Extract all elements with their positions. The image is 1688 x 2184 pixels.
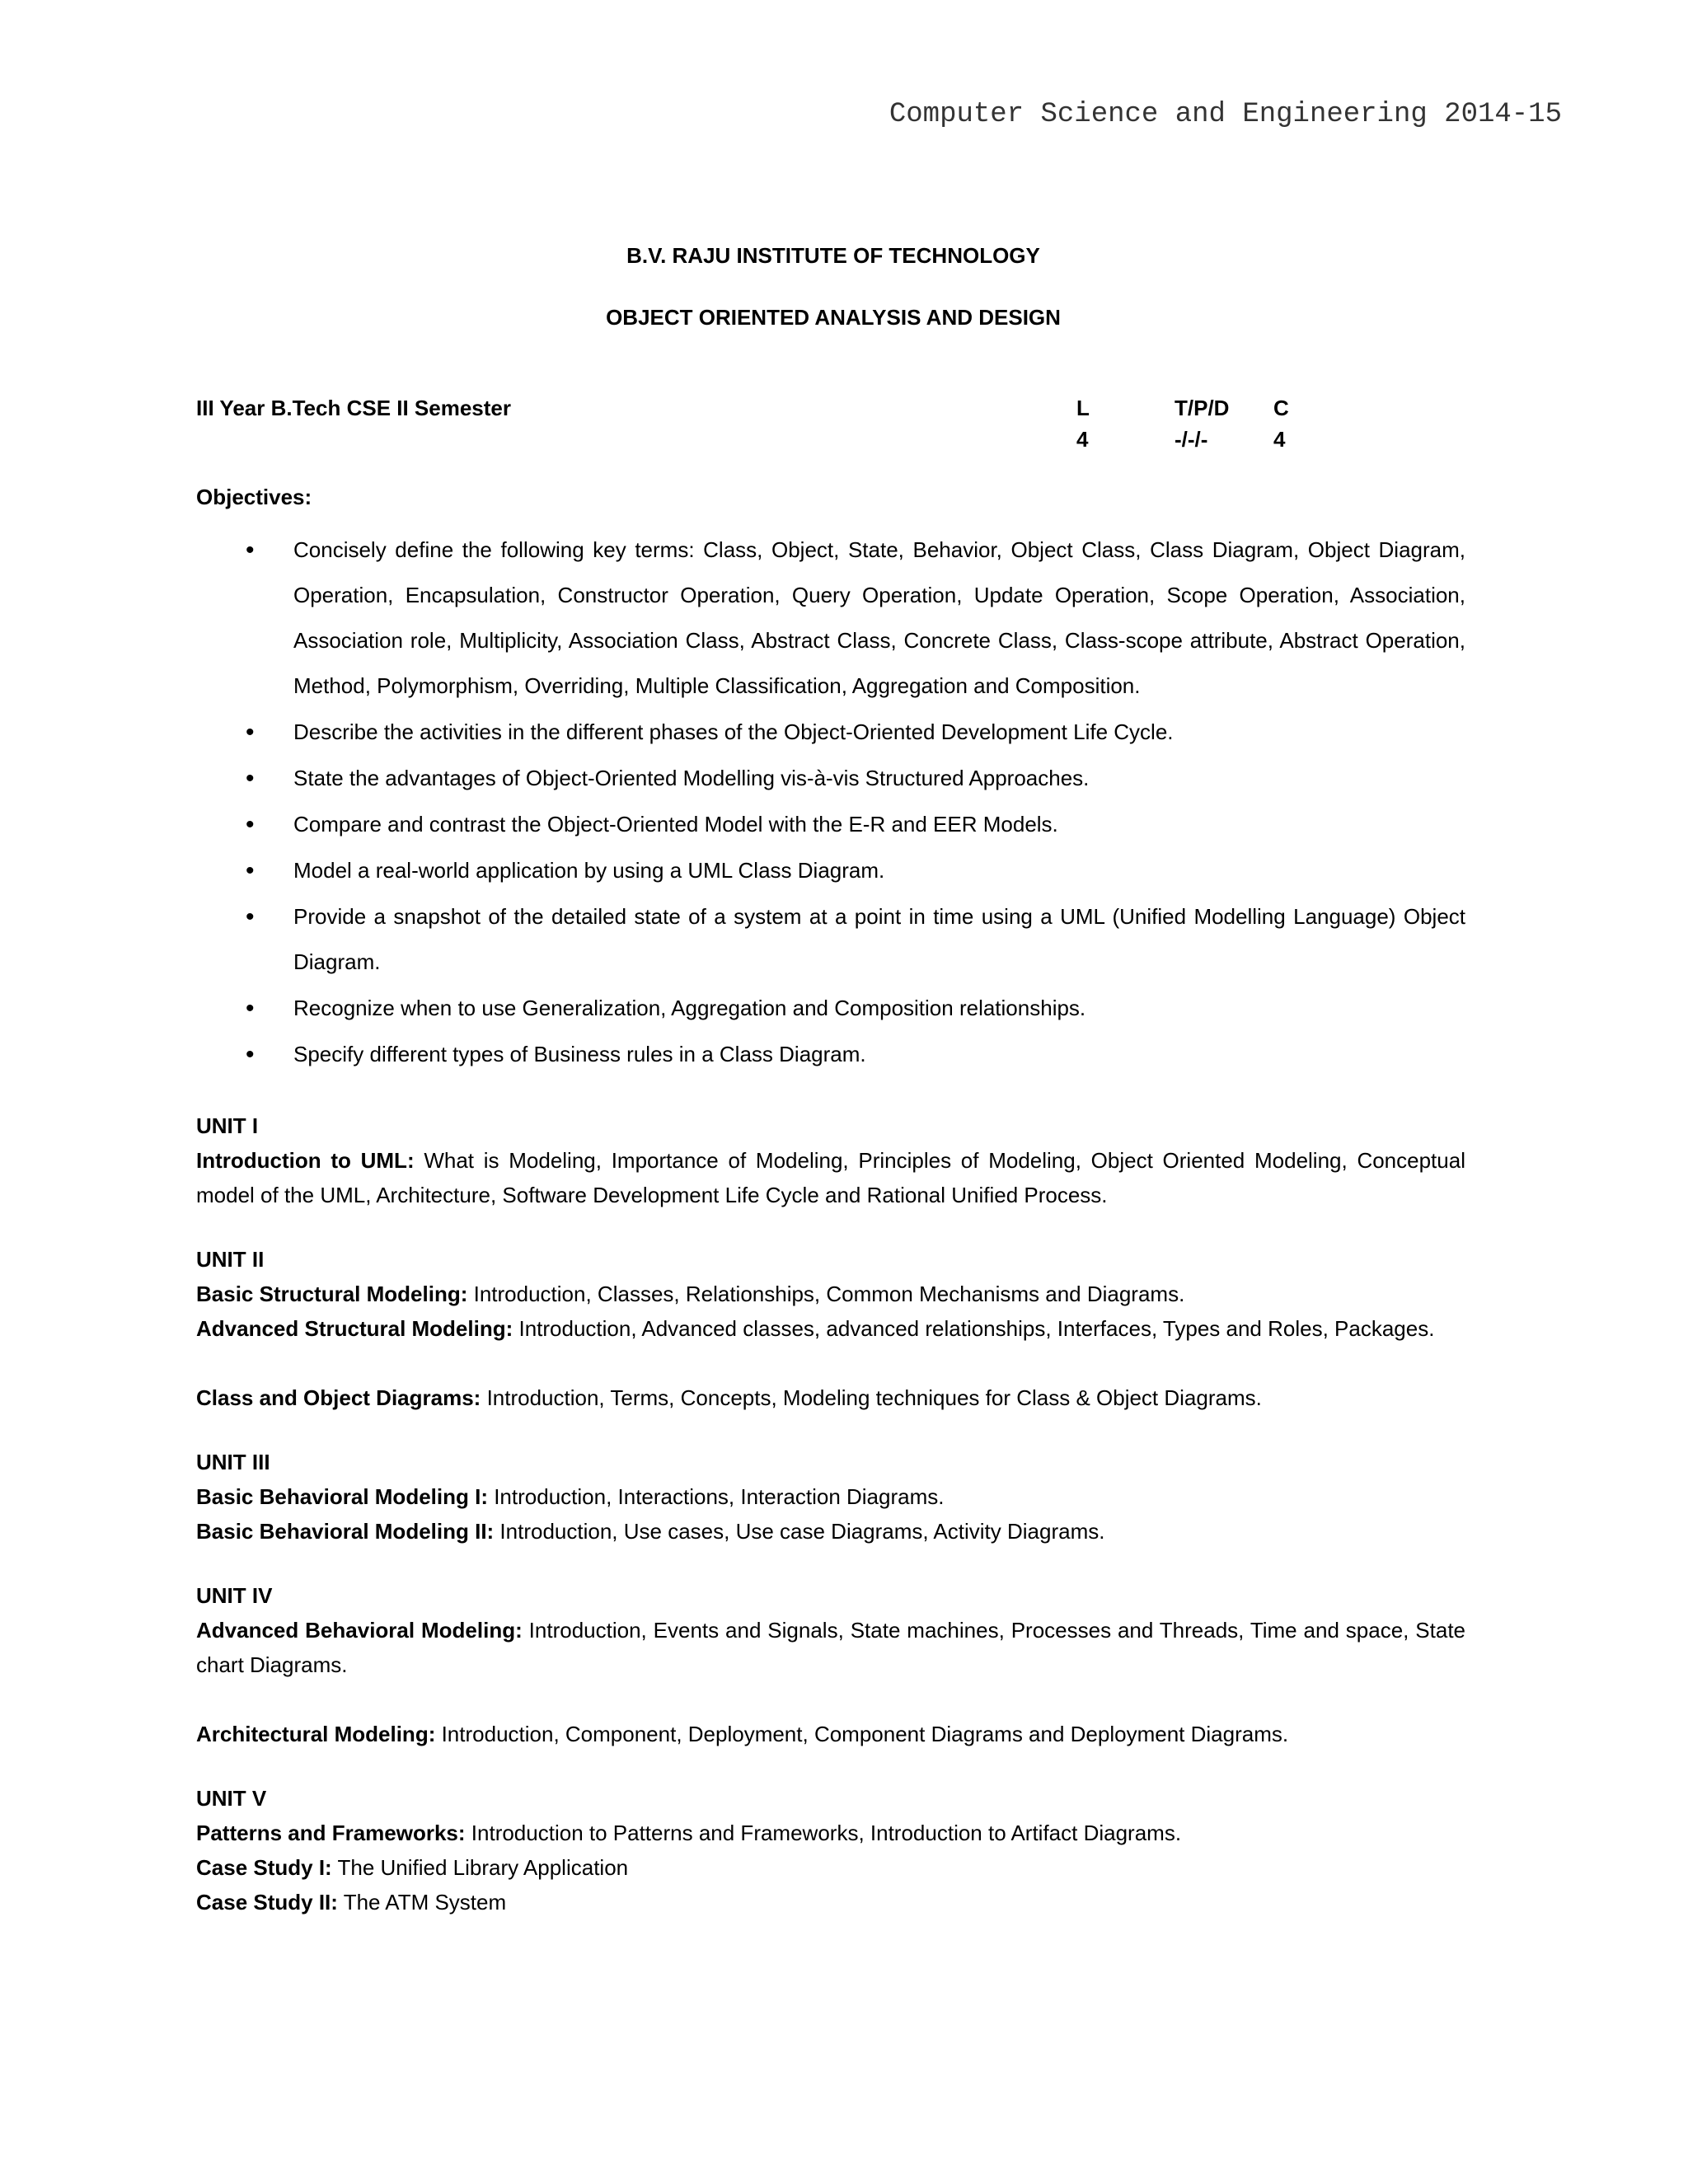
unit-2-title: UNIT II: [196, 1247, 265, 1272]
unit-5-paragraph: [196, 1850, 1465, 1885]
tpd-value: -/-/-: [1175, 427, 1208, 452]
topic-label: Case Study I:: [196, 1855, 332, 1880]
topic-text: Introduction, Events and Signals, State machines, Processes and Threads, Time and space, State chart Diagrams.: [196, 1618, 1466, 1677]
unit-1-paragraph: [196, 1143, 1465, 1212]
topic-label: Patterns and Frameworks:: [196, 1821, 466, 1845]
topic-label: Introduction to UML:: [196, 1148, 415, 1173]
list-item: [196, 894, 1465, 985]
topic-text: Introduction, Use cases, Use case Diagrams, Activity Diagrams.: [494, 1519, 1105, 1544]
credits-value: 4: [1273, 427, 1286, 452]
list-item: [196, 986, 1465, 1031]
unit-3-paragraph: [196, 1514, 1465, 1549]
objective-text: Recognize when to use Generalization, Aggregation and Composition relationships.: [293, 996, 1086, 1020]
topic-text: Introduction, Interactions, Interaction Diagrams.: [487, 1484, 945, 1509]
topic-label: Class and Object Diagrams:: [196, 1385, 481, 1410]
topic-label: Architectural Modeling:: [196, 1722, 436, 1746]
bullet-icon: •: [246, 811, 255, 838]
objective-text: Concisely define the following key terms: Class, Object, State, Behavior, Object Class, Class Diagram, Object Diagram, Operation, Encapsulation, Constructor Operation, Query Operation, Update Operation, Scope Operation, Association, Association role, Multiplicity, Association Class, Abstract Class, Concrete Class, Class-scope attribute, Abstract Operation, Method, Polymorphism, Overriding, Multiple Classification, Aggregation and Composition.: [293, 537, 1465, 698]
bullet-icon: •: [246, 719, 255, 746]
bullet-icon: •: [246, 537, 255, 564]
list-item: [196, 802, 1465, 847]
list-item: [196, 1032, 1465, 1077]
objectives-list: [196, 527, 1465, 1078]
objective-text: Describe the activities in the different phases of the Object-Oriented Development Life Cycle.: [293, 719, 1174, 744]
topic-text: The ATM System: [337, 1890, 507, 1915]
objective-text: Model a real-world application by using a UML Class Diagram.: [293, 858, 885, 883]
lecture-label: L: [1076, 396, 1090, 420]
topic-label: Basic Behavioral Modeling I:: [196, 1484, 488, 1509]
topic-text: Introduction to Patterns and Frameworks, Introduction to Artifact Diagrams.: [465, 1821, 1182, 1845]
list-item: [196, 756, 1465, 801]
topic-text: Introduction, Classes, Relationships, Common Mechanisms and Diagrams.: [467, 1282, 1185, 1306]
topic-label: Basic Structural Modeling:: [196, 1282, 468, 1306]
lecture-value: 4: [1076, 427, 1089, 452]
unit-4-paragraph: [196, 1717, 1465, 1751]
running-header: Computer Science and Engineering 2014-15: [889, 99, 1562, 130]
topic-text: Introduction, Component, Deployment, Component Diagrams and Deployment Diagrams.: [435, 1722, 1289, 1746]
tpd-label: T/P/D: [1175, 396, 1230, 420]
year-semester-label: III Year B.Tech CSE II Semester: [196, 396, 512, 420]
bullet-icon: •: [246, 857, 255, 884]
bullet-icon: •: [246, 995, 255, 1022]
topic-label: Case Study II:: [196, 1890, 338, 1915]
topic-label: Advanced Structural Modeling:: [196, 1316, 513, 1341]
credits-label: C: [1273, 396, 1289, 420]
objective-text: Compare and contrast the Object-Oriented Model with the E-R and EER Models.: [293, 812, 1058, 837]
objective-text: Specify different types of Business rules in a Class Diagram.: [293, 1042, 866, 1066]
topic-text: The Unified Library Application: [331, 1855, 629, 1880]
objectives-heading: Objectives:: [196, 485, 312, 509]
unit-3-paragraph: [196, 1479, 1465, 1514]
bullet-icon: •: [246, 1041, 255, 1068]
unit-1-title: UNIT I: [196, 1113, 259, 1138]
objective-text: State the advantages of Object-Oriented Modelling vis-à-vis Structured Approaches.: [293, 766, 1090, 790]
unit-5-title: UNIT V: [196, 1786, 267, 1811]
unit-4-title: UNIT IV: [196, 1583, 273, 1608]
unit-4-paragraph: [196, 1613, 1465, 1682]
topic-text: Introduction, Terms, Concepts, Modeling techniques for Class & Object Diagrams.: [481, 1385, 1262, 1410]
list-item: [196, 848, 1465, 893]
topic-text: Introduction, Advanced classes, advanced relationships, Interfaces, Types and Roles, Packages.: [513, 1316, 1435, 1341]
unit-5-paragraph: [196, 1885, 1465, 1919]
unit-3-title: UNIT III: [196, 1450, 270, 1474]
topic-label: Basic Behavioral Modeling II:: [196, 1519, 495, 1544]
topic-text: What is Modeling, Importance of Modeling, Principles of Modeling, Object Oriented Modeling, Conceptual model of the UML, Architecture, Software Development Life Cycle and Rational Unified Process.: [196, 1148, 1465, 1207]
syllabus-units: [196, 1108, 1465, 1919]
list-item: [196, 527, 1465, 709]
objective-text: Provide a snapshot of the detailed state of a system at a point in time using a UML (Unified Modelling Language) Object Diagram.: [293, 904, 1465, 974]
course-title: OBJECT ORIENTED ANALYSIS AND DESIGN: [606, 305, 1061, 330]
unit-2-paragraph: [196, 1311, 1465, 1346]
list-item: [196, 710, 1465, 755]
topic-label: Advanced Behavioral Modeling:: [196, 1618, 523, 1643]
institute-title: B.V. RAJU INSTITUTE OF TECHNOLOGY: [626, 243, 1040, 268]
bullet-icon: •: [246, 903, 255, 930]
unit-2-paragraph: [196, 1277, 1465, 1311]
unit-2-paragraph: [196, 1380, 1465, 1415]
unit-5-paragraph: [196, 1816, 1465, 1850]
bullet-icon: •: [246, 765, 255, 792]
